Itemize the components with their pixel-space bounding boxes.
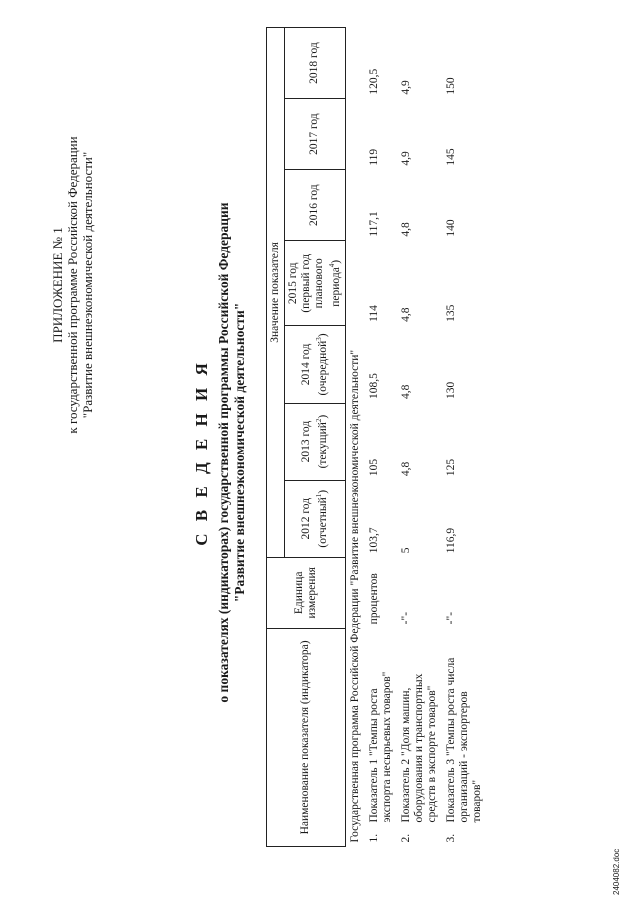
header-year-2016: 2016 год bbox=[285, 170, 346, 241]
value-cell: 145 bbox=[444, 148, 457, 166]
value-cell: 135 bbox=[444, 304, 457, 322]
header-year-2013: 2013 год (текущий$^2$) bbox=[285, 403, 346, 480]
value-cell: 125 bbox=[444, 458, 457, 477]
value-cell: 119 bbox=[367, 148, 380, 166]
value-cell: 4,8 bbox=[399, 461, 412, 477]
header-year-2015: 2015 год (первый год планового периода$^4$) bbox=[285, 241, 346, 326]
table-row bbox=[442, 28, 487, 847]
indicator-name: Показатель 1 "Темпы роста экспорта несырьевых товаров" bbox=[367, 671, 393, 823]
appendix-line1: ПРИЛОЖЕНИЕ № 1 bbox=[50, 227, 65, 343]
row-number: 1. bbox=[367, 833, 380, 843]
header-indicator-name: Наименование показателя (индикатора) bbox=[267, 628, 346, 846]
value-cell: 103,7 bbox=[367, 527, 380, 554]
appendix-line3: "Развитие внешнеэкономической деятельности" bbox=[80, 151, 95, 419]
program-name: Государственная программа Российской Федерации "Развитие внешнеэкономической деятельности" bbox=[348, 349, 361, 843]
value-cell: 4,8 bbox=[399, 384, 412, 400]
value-cell: 114 bbox=[367, 305, 380, 322]
document-subtitle-1: о показателях (индикаторах) государственной программы Российской Федерации bbox=[216, 202, 231, 703]
value-cell: 130 bbox=[444, 381, 457, 400]
header-year-2012: 2012 год (отчетный$^1$) bbox=[285, 480, 346, 557]
value-cell: 116,9 bbox=[444, 527, 457, 554]
value-cell: 150 bbox=[444, 77, 457, 95]
indicators-table bbox=[266, 27, 487, 847]
appendix-line2: к государственной программе Российской Федерации bbox=[65, 136, 80, 434]
header-year-2014: 2014 год (очередной$^3$) bbox=[285, 326, 346, 403]
value-cell: 117,1 bbox=[367, 211, 380, 237]
header-year-2018: 2018 год bbox=[285, 28, 346, 99]
document-id: 2404082.doc bbox=[612, 848, 621, 895]
unit-cell: процентов bbox=[367, 573, 380, 625]
document-title: С В Е Д Е Н И Я bbox=[192, 359, 211, 546]
value-cell: 120,5 bbox=[367, 68, 380, 95]
row-number: 3. bbox=[444, 833, 457, 843]
value-cell: 4,9 bbox=[399, 151, 412, 166]
indicator-name-cell bbox=[397, 628, 442, 846]
indicator-name-cell bbox=[365, 628, 397, 846]
table-row bbox=[397, 28, 442, 847]
unit-cell: -"- bbox=[444, 611, 457, 625]
row-number: 2. bbox=[399, 833, 412, 843]
indicator-name: Показатель 3 "Темпы роста числа организаций - экспортеров товаров" bbox=[444, 657, 483, 823]
value-cell: 5 bbox=[399, 547, 412, 554]
indicator-name-cell bbox=[442, 628, 487, 846]
value-cell: 108,5 bbox=[367, 373, 380, 400]
program-row bbox=[345, 28, 365, 847]
value-cell: 105 bbox=[367, 458, 380, 477]
value-cell: 140 bbox=[444, 219, 457, 237]
value-cell: 4,9 bbox=[399, 80, 412, 95]
header-year-2017: 2017 год bbox=[285, 99, 346, 170]
value-cell: 4,8 bbox=[399, 222, 412, 237]
appendix-header bbox=[50, 75, 95, 495]
header-values-group: Значение показателя bbox=[267, 28, 285, 558]
document-subtitle-2: "Развитие внешнеэкономической деятельности" bbox=[232, 302, 247, 603]
indicator-name: Показатель 2 "Доля машин, оборудования и транспортных средств в экспорте товаров" bbox=[399, 673, 438, 823]
table-row bbox=[365, 28, 397, 847]
unit-cell: -"- bbox=[399, 611, 412, 625]
value-cell: 4,8 bbox=[399, 307, 412, 322]
header-unit: Единица измерения bbox=[267, 557, 346, 628]
